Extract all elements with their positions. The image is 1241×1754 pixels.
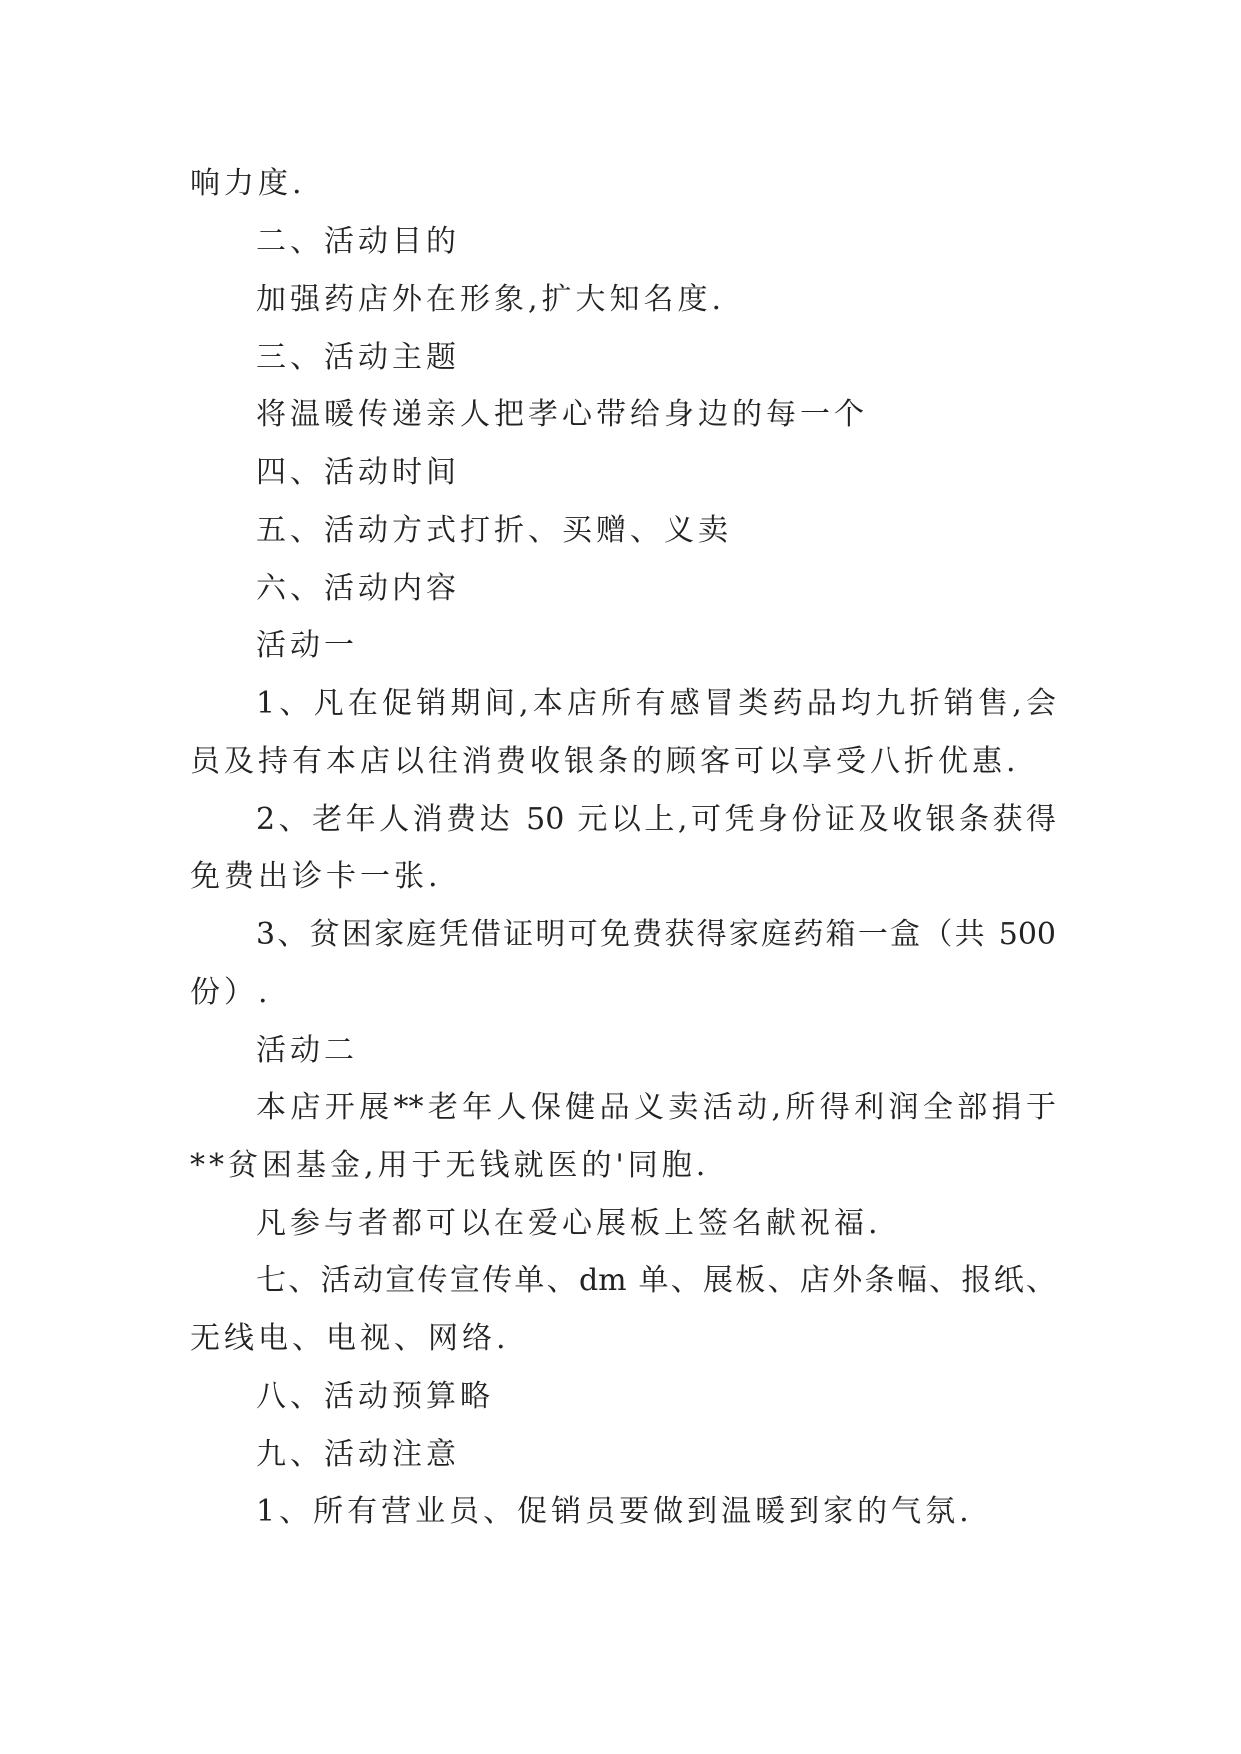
text-line: 2、老年人消费达 50 元以上,可凭身份证及收银条获得 — [256, 802, 1056, 837]
text-line: 响力度. — [190, 166, 306, 201]
text-line: **贫困基金,用于无钱就医的'同胞. — [190, 1148, 710, 1183]
text-line: 免费出诊卡一张. — [190, 859, 442, 894]
text-line: 3、贫困家庭凭借证明可免费获得家庭药箱一盒（共 500 — [256, 917, 1056, 952]
section-heading: 七、活动宣传宣传单、dm 单、展板、店外条幅、报纸、 — [256, 1263, 1056, 1298]
text-line: 份）. — [190, 975, 272, 1010]
text-line: 本店开展**老年人保健品义卖活动,所得利润全部捐于 — [256, 1090, 1056, 1125]
section-heading: 六、活动内容 — [256, 571, 460, 606]
section-heading: 八、活动预算略 — [256, 1379, 494, 1414]
section-heading: 九、活动注意 — [256, 1437, 460, 1472]
text-line: 凡参与者都可以在爱心展板上签名献祝福. — [256, 1206, 882, 1241]
subsection-heading: 活动二 — [256, 1033, 358, 1068]
section-heading: 五、活动方式打折、买赠、义卖 — [256, 513, 732, 548]
text-line: 加强药店外在形象,扩大知名度. — [256, 282, 726, 317]
text-line: 将温暖传递亲人把孝心带给身边的每一个 — [256, 397, 868, 432]
text-line: 员及持有本店以往消费收银条的顾客可以享受八折优惠. — [190, 744, 1020, 779]
section-heading: 四、活动时间 — [256, 455, 460, 490]
section-heading: 三、活动主题 — [256, 340, 460, 375]
section-heading: 二、活动目的 — [256, 224, 460, 259]
text-line: 无线电、电视、网络. — [190, 1321, 510, 1356]
text-line: 1、凡在促销期间,本店所有感冒类药品均九折销售,会 — [256, 686, 1056, 721]
text-line: 1、所有营业员、促销员要做到温暖到家的气氛. — [256, 1494, 973, 1529]
subsection-heading: 活动一 — [256, 628, 358, 663]
